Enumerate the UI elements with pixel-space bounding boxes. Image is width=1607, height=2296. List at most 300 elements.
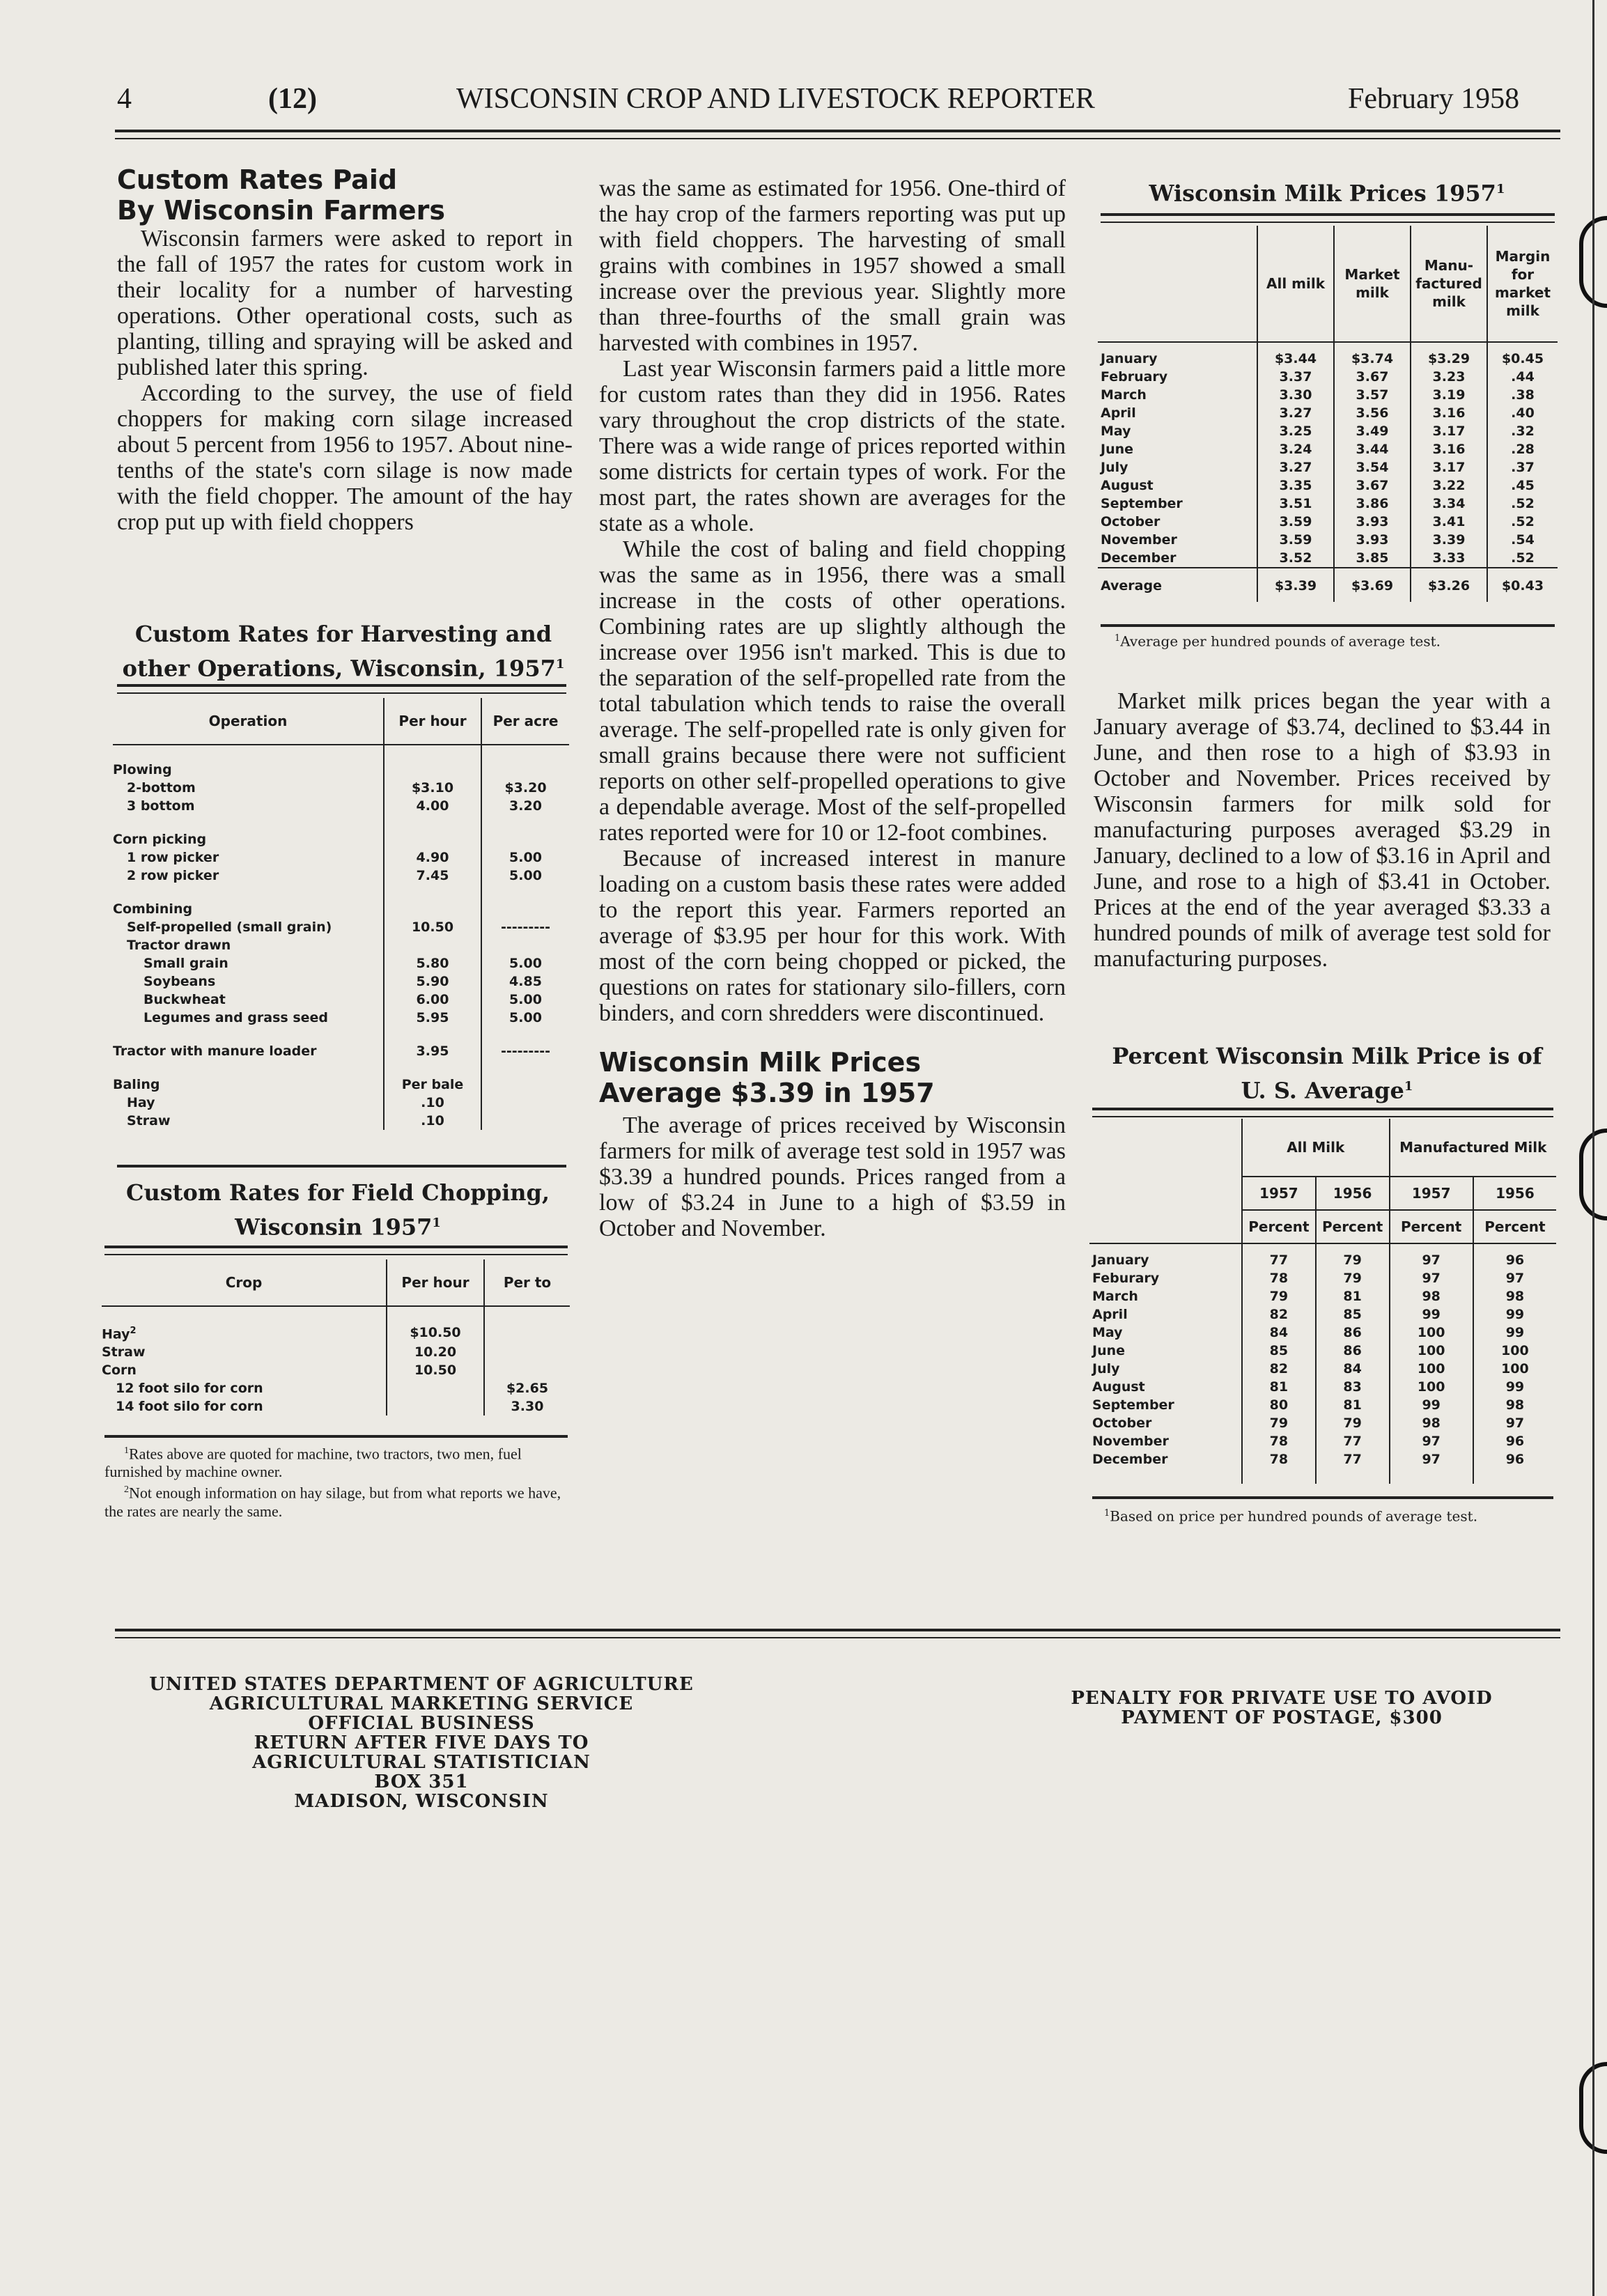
table-row: [113, 1027, 569, 1060]
table-row: [1089, 1269, 1556, 1287]
percent-value: 99: [1473, 1305, 1556, 1324]
all-value: 3.59: [1257, 531, 1334, 549]
table-row: [1089, 1324, 1556, 1342]
percent-value: 81: [1316, 1287, 1390, 1305]
percent-value: 97: [1390, 1432, 1473, 1450]
all-value: 3.27: [1257, 458, 1334, 476]
row-label: 2-bottom: [127, 780, 196, 796]
percent-value: 86: [1316, 1342, 1390, 1360]
margin-value: .37: [1487, 458, 1558, 476]
table-rule: [1101, 213, 1555, 216]
table-row: [1089, 1414, 1556, 1432]
unit-header: Percent: [1390, 1210, 1473, 1243]
paragraph: Because of increased interest in manure loading on a custom basis these rates were added to the report this year. Farmers reported an average of $3.95 per hour for this work. With most of the corn being chopped or picked, the questions on rates for stationary silo-fillers, corn binders, and corn shredders were discontinued.: [599, 846, 1066, 1026]
percent-value: 79: [1242, 1287, 1316, 1305]
per-ton-value: [484, 1343, 570, 1361]
article-heading: Average $3.39 in 1957: [599, 1078, 935, 1108]
month-label: October: [1101, 514, 1160, 529]
table-row: [102, 1343, 570, 1361]
percent-value: 77: [1242, 1243, 1316, 1269]
per-hour-value: 3.95: [384, 1027, 481, 1060]
footer-line: BOX 351: [374, 1771, 469, 1792]
per-acre-value: 5.00: [481, 1009, 569, 1027]
per-ton-value: [484, 1361, 570, 1379]
market-value: 3.93: [1334, 531, 1411, 549]
row-label: 14 foot silo for corn: [116, 1399, 263, 1415]
article-heading: Wisconsin Milk Prices: [599, 1047, 922, 1078]
year-header: 1956: [1316, 1177, 1390, 1210]
footer-line: PENALTY FOR PRIVATE USE TO AVOID: [1071, 1688, 1493, 1709]
table-row: [1098, 531, 1558, 549]
margin-value: $0.43: [1487, 568, 1558, 602]
percent-value: 79: [1316, 1414, 1390, 1432]
per-hour-value: $10.50: [387, 1306, 484, 1343]
row-label: Tractor with manure loader: [113, 1044, 317, 1059]
table-row: [113, 867, 569, 885]
percent-value: 80: [1242, 1396, 1316, 1414]
margin-value: .45: [1487, 476, 1558, 495]
percent-value: 100: [1390, 1378, 1473, 1396]
table-row: [1089, 1360, 1556, 1378]
manuf-value: 3.23: [1411, 368, 1487, 386]
per-hour-value: Per bale: [384, 1060, 481, 1094]
margin-value: .52: [1487, 513, 1558, 531]
postage-notice: [1010, 1689, 1553, 1728]
month-label: Average: [1098, 568, 1257, 602]
unit-header: Percent: [1242, 1210, 1316, 1243]
percent-value: 78: [1242, 1269, 1316, 1287]
per-hour-value: 10.20: [387, 1343, 484, 1361]
table-row: [1089, 1243, 1556, 1269]
percent-value: 100: [1473, 1342, 1556, 1360]
paragraph: According to the survey, the use of field choppers for making corn silage increased about 5 percent from 1956 to 1957. About nine-tenths of the state's corn silage is now made with the field chopper. The amount of the hay crop put up with field choppers: [117, 380, 573, 535]
spacer-cell: [1242, 1468, 1316, 1484]
row-label: Tractor drawn: [127, 938, 231, 953]
percent-value: 79: [1242, 1414, 1316, 1432]
percent-value: 83: [1316, 1378, 1390, 1396]
table-rule: [1101, 624, 1555, 627]
return-address: [98, 1675, 745, 1811]
month-label: October: [1092, 1415, 1152, 1431]
table-rule: [104, 1254, 568, 1255]
per-acre-value: [481, 815, 569, 848]
column-header: Manu- factured milk: [1411, 226, 1487, 342]
table-row: [1089, 1287, 1556, 1305]
column-header: Operation: [113, 698, 384, 745]
percent-value: 77: [1316, 1450, 1390, 1468]
percent-value: 82: [1242, 1360, 1316, 1378]
per-hour-value: 10.50: [387, 1361, 484, 1379]
percent-value: 97: [1390, 1450, 1473, 1468]
percent-value: 79: [1316, 1243, 1390, 1269]
all-value: $3.39: [1257, 568, 1334, 602]
spacer-cell: [1089, 1468, 1242, 1484]
table-title: Wisconsin Milk Prices 1957$^1$: [1149, 180, 1505, 207]
row-label: Corn: [102, 1363, 137, 1379]
row-label: Combining: [113, 901, 193, 917]
percent-value: 98: [1473, 1396, 1556, 1414]
month-label: November: [1092, 1434, 1169, 1449]
percent-value: 100: [1390, 1342, 1473, 1360]
footer-line: RETURN AFTER FIVE DAYS TO: [254, 1732, 589, 1753]
header-rule: [115, 138, 1560, 139]
market-value: 3.67: [1334, 368, 1411, 386]
manuf-value: 3.39: [1411, 531, 1487, 549]
per-acre-value: 5.00: [481, 848, 569, 867]
per-acre-value: $3.20: [481, 779, 569, 797]
per-hour-value: 6.00: [384, 991, 481, 1009]
per-hour-value: [384, 745, 481, 779]
month-label: May: [1092, 1325, 1123, 1340]
per-hour-value: 5.80: [384, 954, 481, 972]
table-row: [1089, 1396, 1556, 1414]
table-row: [113, 1112, 569, 1130]
table-row: [113, 972, 569, 991]
table-row: [113, 779, 569, 797]
table-row: [102, 1397, 570, 1415]
month-label: April: [1101, 405, 1136, 421]
row-label: Corn picking: [113, 832, 207, 847]
footer-rule: [115, 1629, 1560, 1631]
table-title: Percent Wisconsin Milk Price is of U. S. Average$^1$: [1112, 1043, 1542, 1104]
percent-value: 96: [1473, 1243, 1556, 1269]
table-row: [102, 1361, 570, 1379]
table-row: [113, 936, 569, 954]
column-header: Crop: [102, 1259, 387, 1306]
column-1: [117, 164, 573, 535]
percent-value: 100: [1473, 1360, 1556, 1378]
month-label: July: [1092, 1361, 1120, 1376]
percent-value: 98: [1390, 1287, 1473, 1305]
manuf-value: 3.41: [1411, 513, 1487, 531]
table-row: [113, 815, 569, 848]
table-row: [1098, 549, 1558, 568]
average-row: [1098, 568, 1558, 602]
month-label: December: [1101, 550, 1177, 566]
table-row: [1089, 1305, 1556, 1324]
all-value: 3.35: [1257, 476, 1334, 495]
per-acre-value: [481, 1112, 569, 1130]
per-hour-value: 5.95: [384, 1009, 481, 1027]
month-label: January: [1092, 1252, 1149, 1268]
column-header: Per hour: [384, 698, 481, 745]
percent-value: 82: [1242, 1305, 1316, 1324]
per-hour-value: [384, 936, 481, 954]
manuf-value: 3.16: [1411, 440, 1487, 458]
all-value: 3.25: [1257, 422, 1334, 440]
table-rule: [117, 1165, 566, 1168]
field-chopping-table: [102, 1259, 570, 1415]
row-label: Straw: [102, 1344, 146, 1360]
all-value: 3.27: [1257, 404, 1334, 422]
percent-value: 97: [1473, 1414, 1556, 1432]
spacer-cell: [1473, 1468, 1556, 1484]
month-label: August: [1101, 478, 1154, 493]
table-rule: [104, 1435, 568, 1438]
margin-value: .54: [1487, 531, 1558, 549]
paragraph: Wisconsin farmers were asked to report in the fall of 1957 the rates for custom work in their locality for a number of harvesting operations. Other operational costs, such as planting, tilling and spraying will be asked and published later this spring.: [117, 226, 573, 380]
table-title: Custom Rates for Field Chopping, Wisconsin 1957$^1$: [125, 1179, 550, 1241]
per-acre-value: 3.20: [481, 797, 569, 815]
percent-value: 99: [1473, 1324, 1556, 1342]
group-header: Manufactured Milk: [1390, 1119, 1557, 1177]
month-label: March: [1101, 387, 1147, 403]
footer-line: PAYMENT OF POSTAGE, $300: [1121, 1707, 1443, 1728]
percent-value: 85: [1242, 1342, 1316, 1360]
margin-value: .52: [1487, 549, 1558, 568]
per-acre-value: [481, 885, 569, 918]
footer-line: MADISON, WISCONSIN: [294, 1791, 549, 1812]
table-row: [1098, 513, 1558, 531]
per-ton-value: [484, 1306, 570, 1343]
row-label: Baling: [113, 1077, 160, 1092]
table-rule: [117, 684, 566, 687]
row-label: Soybeans: [143, 974, 216, 989]
footer-rule: [115, 1637, 1560, 1638]
table-row: [113, 954, 569, 972]
percent-value: 99: [1390, 1305, 1473, 1324]
percent-value: 81: [1316, 1396, 1390, 1414]
unit-header: Percent: [1316, 1210, 1390, 1243]
percent-value: 98: [1473, 1287, 1556, 1305]
margin-value: .32: [1487, 422, 1558, 440]
per-hour-value: 7.45: [384, 867, 481, 885]
percent-value: 85: [1316, 1305, 1390, 1324]
table-row: [113, 1094, 569, 1112]
market-value: 3.93: [1334, 513, 1411, 531]
all-value: 3.37: [1257, 368, 1334, 386]
market-value: 3.44: [1334, 440, 1411, 458]
market-value: $3.74: [1334, 342, 1411, 368]
table-row: [1098, 386, 1558, 404]
market-value: 3.49: [1334, 422, 1411, 440]
paragraph: Market milk prices began the year with a January average of $3.74, declined to $3.44 in June, and then rose to a high of $3.93 in October and November. Prices received by Wisconsin farmers for milk sold for manufacturing purposes averaged $3.29 in January, declined to a low of $3.16 in April and June, and rose to a high of $3.41 in October. Prices at the end of the year averaged $3.33 a hundred pounds of milk of average test sold for manufacturing purposes.: [1094, 688, 1551, 972]
percent-value: 84: [1316, 1360, 1390, 1378]
month-label: March: [1092, 1289, 1138, 1304]
column-2: [599, 176, 1066, 1241]
manuf-value: 3.17: [1411, 422, 1487, 440]
custom-rates-table: [113, 698, 569, 1130]
table-row: [1098, 495, 1558, 513]
per-hour-value: [384, 885, 481, 918]
row-label: Hay$^2$: [102, 1326, 137, 1342]
row-label: Legumes and grass seed: [143, 1010, 328, 1025]
per-acre-value: 5.00: [481, 991, 569, 1009]
market-value: 3.54: [1334, 458, 1411, 476]
all-value: 3.51: [1257, 495, 1334, 513]
percent-value: 97: [1390, 1269, 1473, 1287]
article-heading: Custom Rates Paid: [117, 164, 398, 195]
column-header: Margin for market milk: [1487, 226, 1558, 342]
per-acre-value: 5.00: [481, 867, 569, 885]
per-hour-value: [384, 815, 481, 848]
table-rule: [1101, 222, 1555, 223]
month-label: January: [1101, 351, 1158, 366]
table-row: [113, 1060, 569, 1094]
footnote: $^1$Average per hundred pounds of average test.: [1115, 633, 1441, 650]
month-label: April: [1092, 1307, 1128, 1322]
table-row: [1098, 342, 1558, 368]
manuf-value: $3.29: [1411, 342, 1487, 368]
column-header: [1089, 1119, 1242, 1243]
paragraph: The average of prices received by Wisconsin farmers for milk of average test sold in 1957 was $3.39 a hundred pounds. Prices ranged from a low of $3.24 in June to a high of $3.59 in October and November.: [599, 1112, 1066, 1241]
row-label: Small grain: [143, 956, 228, 971]
month-label: November: [1101, 532, 1177, 548]
per-hour-value: [387, 1397, 484, 1415]
per-hour-value: [387, 1379, 484, 1397]
month-label: Feburary: [1092, 1271, 1160, 1286]
margin-value: .44: [1487, 368, 1558, 386]
year-header: 1957: [1390, 1177, 1473, 1210]
month-label: February: [1101, 369, 1168, 385]
group-header: All Milk: [1242, 1119, 1390, 1177]
row-label: 1 row picker: [127, 850, 219, 865]
month-label: June: [1092, 1343, 1126, 1358]
footer-line: AGRICULTURAL MARKETING SERVICE: [209, 1693, 634, 1714]
column-header: Per to: [484, 1259, 570, 1306]
per-hour-value: 5.90: [384, 972, 481, 991]
all-value: 3.24: [1257, 440, 1334, 458]
table-row: [1098, 458, 1558, 476]
percent-value: 96: [1473, 1432, 1556, 1450]
percent-value: 97: [1473, 1269, 1556, 1287]
footer-line: UNITED STATES DEPARTMENT OF AGRICULTURE: [149, 1674, 694, 1695]
column-header: [1098, 226, 1257, 342]
per-acre-value: ---------: [481, 918, 569, 936]
percent-value: 78: [1242, 1432, 1316, 1450]
per-acre-value: [481, 1094, 569, 1112]
percent-value: 97: [1390, 1243, 1473, 1269]
month-label: May: [1101, 424, 1131, 439]
per-acre-value: 5.00: [481, 954, 569, 972]
per-hour-value: .10: [384, 1112, 481, 1130]
market-value: 3.57: [1334, 386, 1411, 404]
percent-value: 86: [1316, 1324, 1390, 1342]
column-header: All milk: [1257, 226, 1334, 342]
all-value: 3.59: [1257, 513, 1334, 531]
table-rule: [104, 1246, 568, 1248]
market-value: 3.67: [1334, 476, 1411, 495]
table-row: [113, 918, 569, 936]
table-row: [113, 1009, 569, 1027]
per-hour-value: .10: [384, 1094, 481, 1112]
table-title: Custom Rates for Harvesting and other Operations, Wisconsin, 1957$^1$: [122, 621, 565, 682]
issue-number: (12): [268, 83, 317, 115]
manuf-value: 3.19: [1411, 386, 1487, 404]
table-row: [113, 991, 569, 1009]
table-row: [113, 745, 569, 779]
per-hour-value: 4.00: [384, 797, 481, 815]
header-rule: [115, 130, 1560, 132]
market-value: 3.56: [1334, 404, 1411, 422]
margin-value: $0.45: [1487, 342, 1558, 368]
table-rule: [1092, 1116, 1553, 1117]
table-rule: [1092, 1108, 1553, 1110]
per-acre-value: 4.85: [481, 972, 569, 991]
percent-value: 77: [1316, 1432, 1390, 1450]
row-label: Hay: [127, 1095, 155, 1110]
table-row: [1089, 1378, 1556, 1396]
row-label: 3 bottom: [127, 798, 195, 814]
month-label: December: [1092, 1452, 1168, 1467]
table-row: [1098, 422, 1558, 440]
manuf-value: 3.33: [1411, 549, 1487, 568]
month-label: July: [1101, 460, 1128, 475]
paragraph: Last year Wisconsin farmers paid a little more for custom rates than they did in 1956. Rates vary throughout the crop districts of the state. There was a wide range of prices reported within some districts for certain types of work. For the most part, the rates shown are averages for the state as a whole.: [599, 356, 1066, 536]
paragraph: While the cost of baling and field chopping was the same as in 1956, there was a small increase in the costs of other operations. Combining rates are up slightly although the increase over 1956 isn't marked. This is due to the separation of the self-propelled rate from the total tabulation which tends to raise the overall average. The self-propelled rate is only given for small grains because there were not sufficient reports on other self-propelled operations to give a dependable average. Most of the self-propelled rates reported were for 10 or 12-foot combines.: [599, 536, 1066, 846]
per-ton-value: 3.30: [484, 1397, 570, 1415]
footnote: $^1$Based on price per hundred pounds of average test.: [1104, 1507, 1478, 1525]
unit-header: Percent: [1473, 1210, 1556, 1243]
table-row: [1089, 1342, 1556, 1360]
article-heading: By Wisconsin Farmers: [117, 195, 445, 226]
per-hour-value: 10.50: [384, 918, 481, 936]
margin-value: .52: [1487, 495, 1558, 513]
percent-value: 99: [1473, 1378, 1556, 1396]
publication-date: February 1958: [1348, 83, 1520, 115]
page-number: 4: [117, 83, 132, 115]
table-row: [113, 885, 569, 918]
table-row: [1089, 1450, 1556, 1468]
table-row: [1098, 404, 1558, 422]
manuf-value: 3.16: [1411, 404, 1487, 422]
percent-value: 100: [1390, 1324, 1473, 1342]
spacer-cell: [1316, 1468, 1390, 1484]
footer-line: OFFICIAL BUSINESS: [308, 1713, 535, 1734]
percent-value: 99: [1390, 1396, 1473, 1414]
footnote: $^1$Rates above are quoted for machine, two tractors, two men, fuel furnished by machine owner. $^2$Not enough information on hay silage, but from what reports we have, the rates are nearly the same.: [104, 1445, 561, 1520]
paragraph: was the same as estimated for 1956. One-third of the hay crop of the farmers reporting was put up with field choppers. The harvesting of small grains with combines in 1957 showed a small increase over the previous year. Slightly more than three-fourths of the small grain was harvested with combines in 1957.: [599, 176, 1066, 356]
row-label: Self-propelled (small grain): [127, 920, 332, 935]
table-rule: [1092, 1496, 1553, 1499]
market-value: 3.86: [1334, 495, 1411, 513]
row-label: Buckwheat: [143, 992, 226, 1007]
table-rule: [117, 692, 566, 694]
per-hour-value: $3.10: [384, 779, 481, 797]
table-row: [102, 1379, 570, 1397]
percent-value: 96: [1473, 1450, 1556, 1468]
manuf-value: 3.34: [1411, 495, 1487, 513]
table-row: [102, 1306, 570, 1343]
footer-line: AGRICULTURAL STATISTICIAN: [252, 1752, 591, 1773]
column-header: Per acre: [481, 698, 569, 745]
table-row: [113, 848, 569, 867]
margin-value: .28: [1487, 440, 1558, 458]
margin-value: .38: [1487, 386, 1558, 404]
column-header: Per hour: [387, 1259, 484, 1306]
percent-table: [1089, 1119, 1556, 1484]
percent-value: 78: [1242, 1450, 1316, 1468]
per-acre-value: [481, 1060, 569, 1094]
percent-value: 79: [1316, 1269, 1390, 1287]
per-acre-value: [481, 936, 569, 954]
per-ton-value: $2.65: [484, 1379, 570, 1397]
column-header: Market milk: [1334, 226, 1411, 342]
table-row: [113, 797, 569, 815]
column-3: [1094, 688, 1551, 972]
percent-value: 84: [1242, 1324, 1316, 1342]
table-row: [1089, 1432, 1556, 1450]
month-label: September: [1092, 1397, 1174, 1413]
milk-prices-table: [1098, 226, 1558, 602]
margin-value: .40: [1487, 404, 1558, 422]
manuf-value: 3.17: [1411, 458, 1487, 476]
month-label: August: [1092, 1379, 1145, 1395]
percent-value: 100: [1390, 1360, 1473, 1378]
market-value: 3.85: [1334, 549, 1411, 568]
row-label: 12 foot silo for corn: [116, 1381, 263, 1397]
table-row: [1098, 476, 1558, 495]
